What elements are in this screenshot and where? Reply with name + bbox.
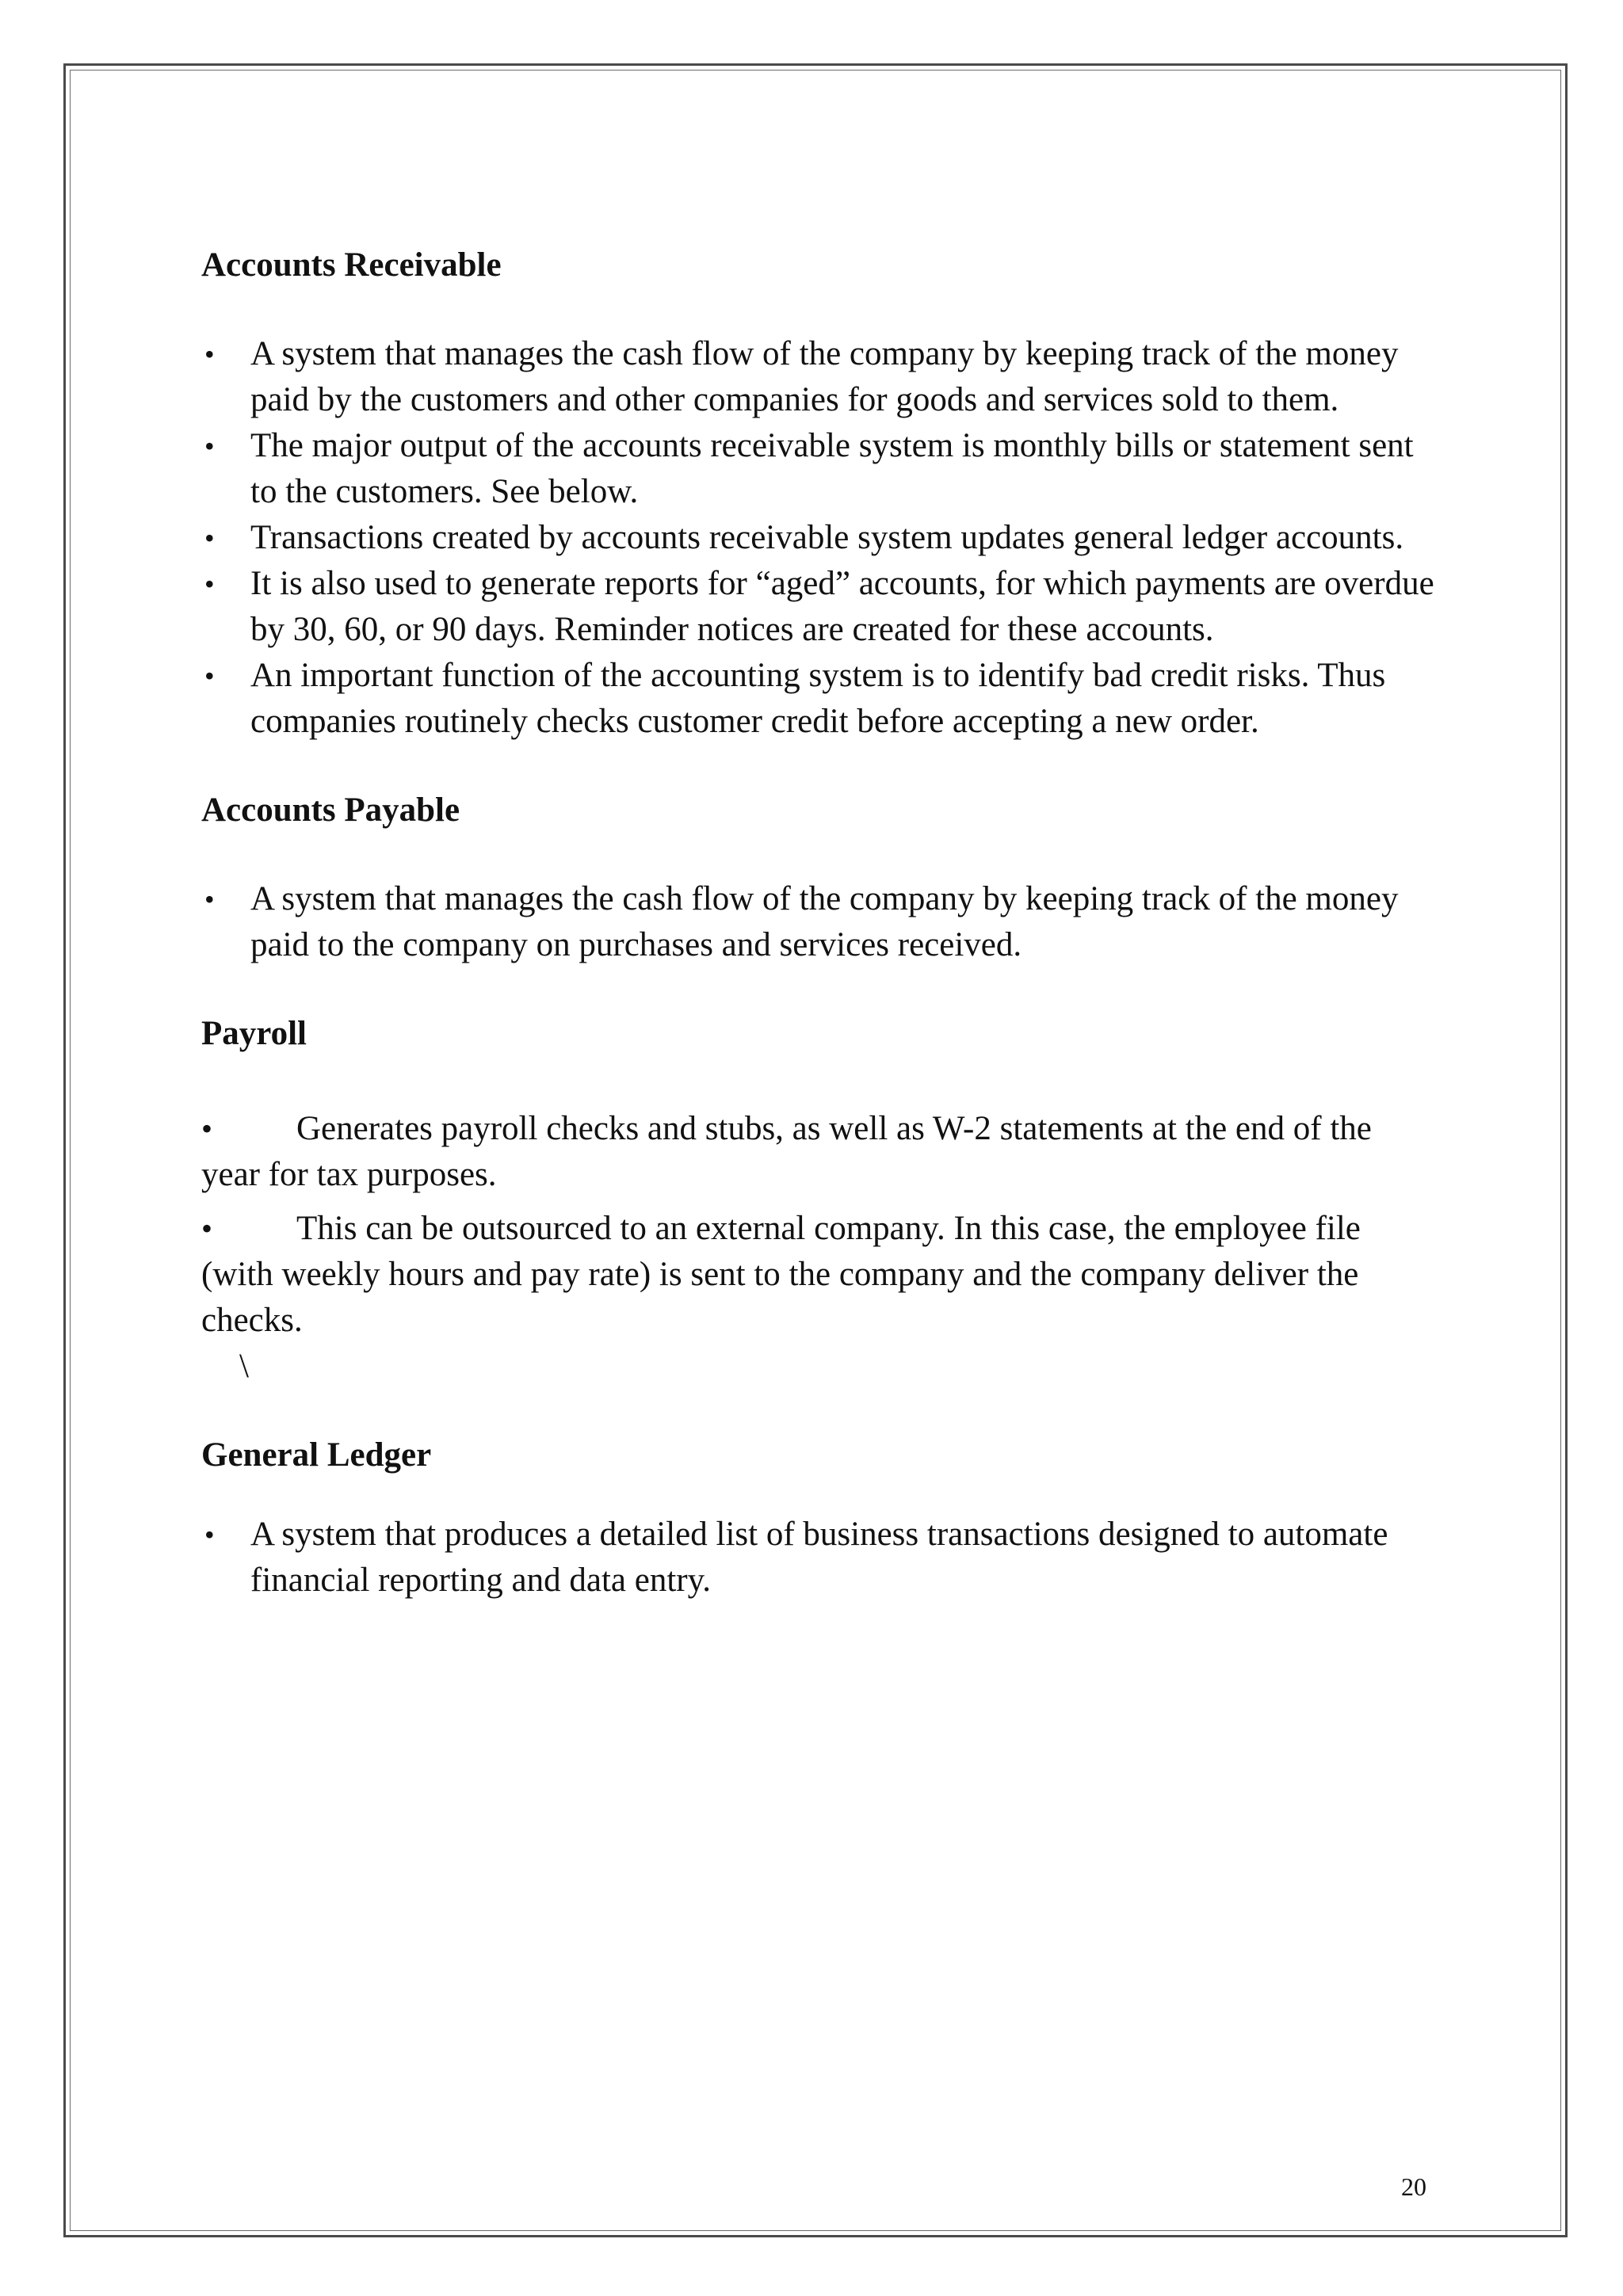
accounts-receivable-list (201, 331, 1438, 745)
heading-accounts-payable: Accounts Payable (201, 791, 460, 829)
bullet-icon: • (201, 1111, 213, 1146)
page-number: 20 (1401, 2172, 1426, 2201)
list-item: • A system that produces a detailed list of business transactions designed to automate financial reporting and data entry. (201, 1512, 1438, 1604)
bullet-icon: • (204, 660, 215, 692)
stray-backslash: \ (239, 1348, 249, 1385)
list-item: • A system that manages the cash flow of the company by keeping track of the money paid by the customers and other companies for goods and services sold to them. (201, 331, 1438, 423)
bullet-icon: • (201, 1211, 213, 1246)
list-item: • An important function of the accounting system is to identify bad credit risks. Thus companies routinely checks customer credit before accepting a new order. (201, 653, 1438, 745)
payroll-item: • This can be outsourced to an external company. In this case, the employee file (with weekly hours and pay rate) is sent to the company and the company deliver the checks. (201, 1206, 1438, 1344)
bullet-icon: • (204, 1519, 215, 1550)
heading-general-ledger: General Ledger (201, 1436, 432, 1474)
bullet-icon: • (204, 522, 215, 554)
payroll-item: • Generates payroll checks and stubs, as well as W-2 statements at the end of the year for tax purposes. (201, 1106, 1438, 1198)
list-item: • Transactions created by accounts receivable system updates general ledger accounts. (201, 515, 1438, 561)
document-content (201, 242, 1438, 1604)
accounts-payable-list (201, 876, 1438, 968)
list-item: • The major output of the accounts receivable system is monthly bills or statement sent to the customers. See below. (201, 423, 1438, 515)
list-item: • A system that manages the cash flow of the company by keeping track of the money paid to the company on purchases and services received. (201, 876, 1438, 968)
general-ledger-list (201, 1512, 1438, 1604)
bullet-icon: • (204, 883, 215, 915)
list-item: • It is also used to generate reports for “aged” accounts, for which payments are overdue by 30, 60, or 90 days. Reminder notices are created for these accounts. (201, 561, 1438, 653)
heading-payroll: Payroll (201, 1015, 307, 1052)
bullet-icon: • (204, 430, 215, 462)
bullet-icon: • (204, 568, 215, 600)
bullet-icon: • (204, 338, 215, 370)
heading-accounts-receivable: Accounts Receivable (201, 246, 502, 284)
